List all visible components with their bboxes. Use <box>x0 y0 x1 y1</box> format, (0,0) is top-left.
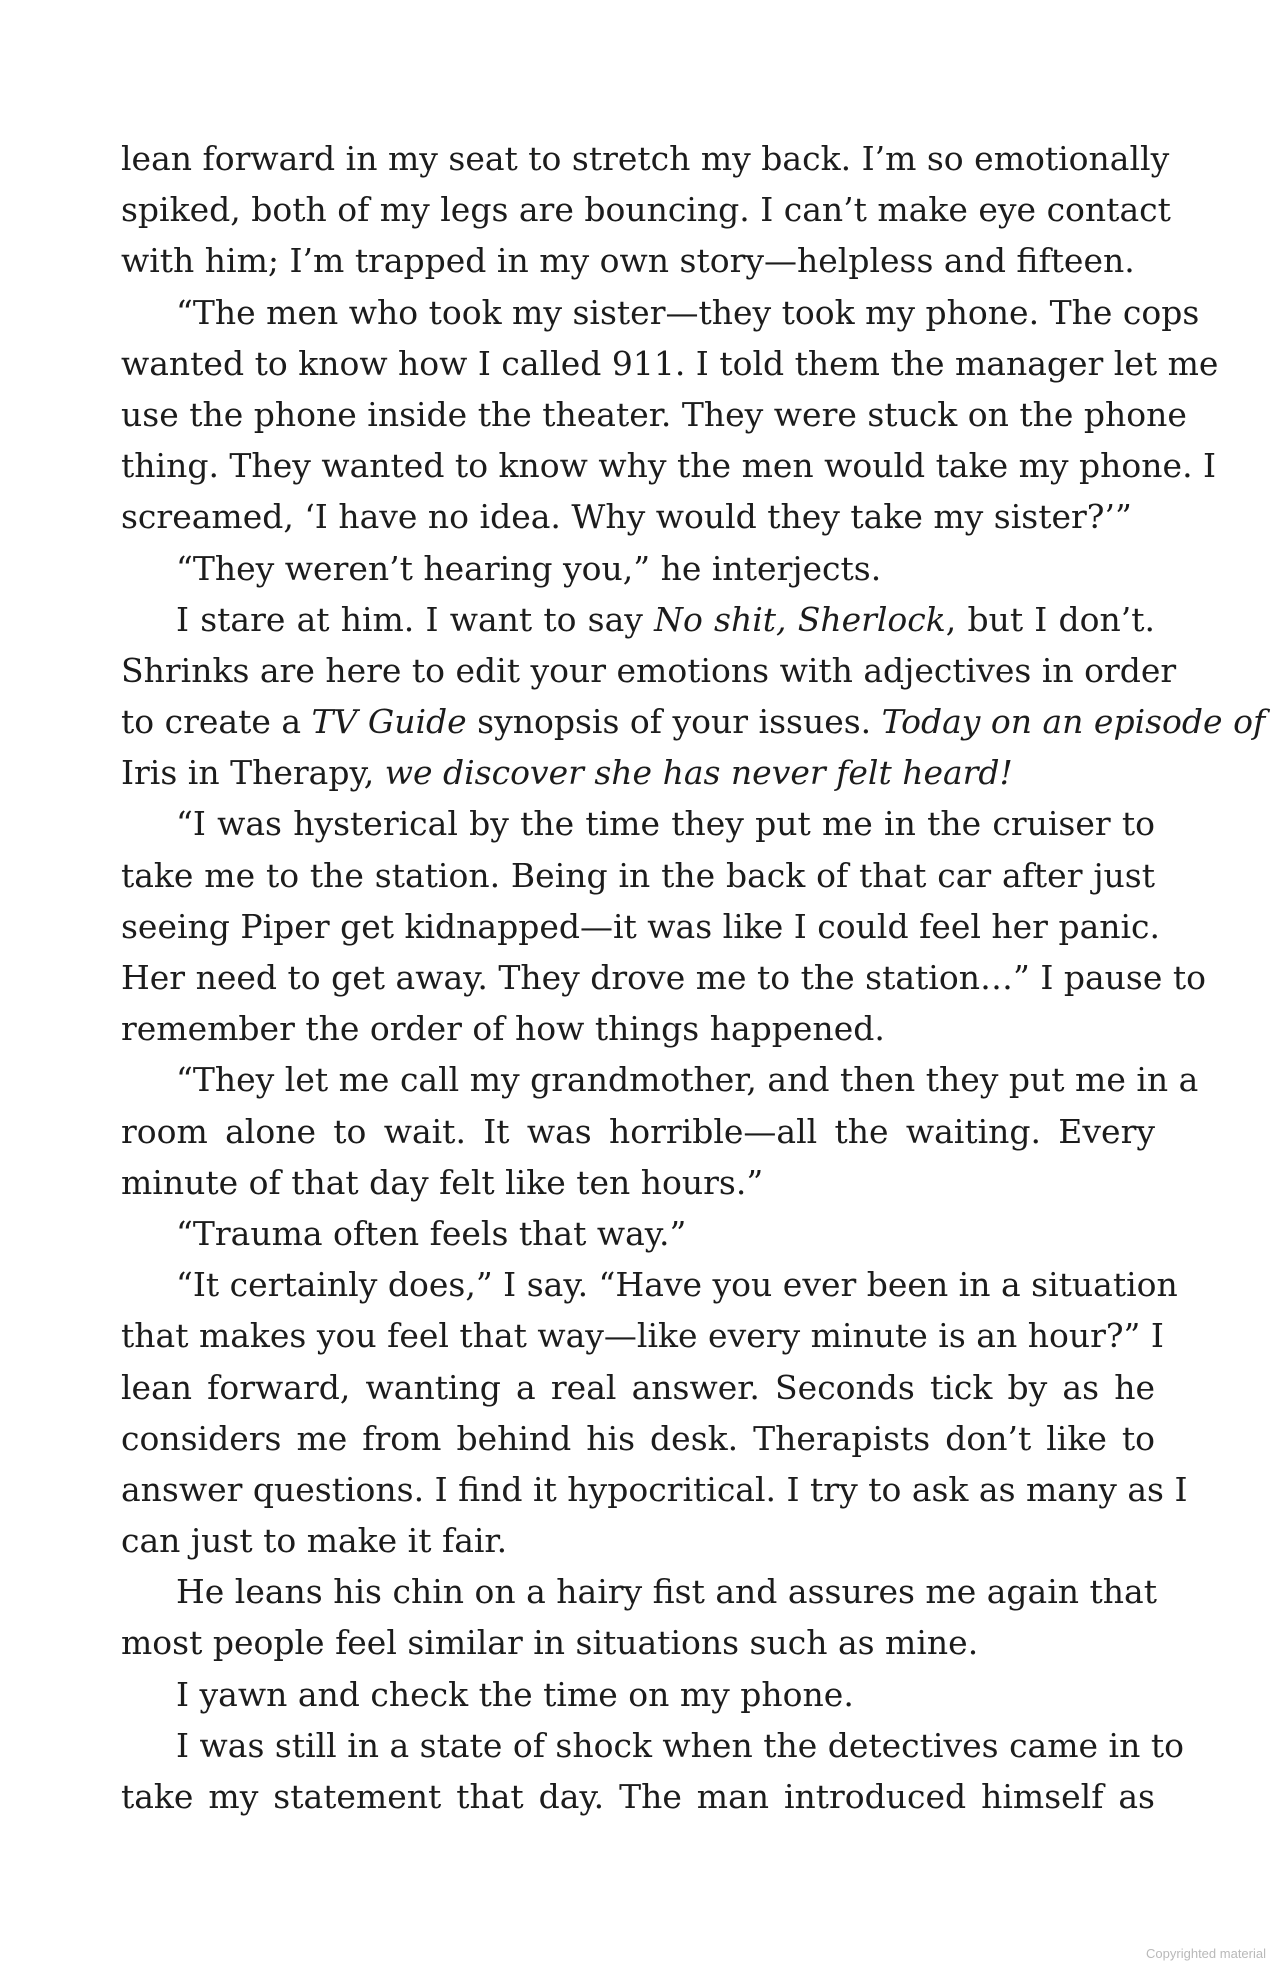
italic-text: Today on an episode of <box>881 702 1266 742</box>
text-line: can just to make it fair. <box>121 1521 508 1561</box>
text-line: “Trauma often feels that way.” <box>176 1213 687 1253</box>
italic-text: we discover she has never felt heard! <box>384 753 1013 793</box>
text-line: I yawn and check the time on my phone. <box>176 1674 854 1714</box>
text-line: answer questions. I find it hypocritical. I try to ask as many as I <box>121 1469 1188 1509</box>
text-line: lean forward, wanting a real answer. Seconds tick by as he <box>121 1367 1155 1407</box>
text-line: wanted to know how I called 911. I told them the manager let me <box>121 343 1219 383</box>
text-line: “They weren’t hearing you,” he interjects. <box>176 548 882 588</box>
text-line: “The men who took my sister—they took my phone. The cops <box>176 292 1200 332</box>
text-line: room alone to wait. It was horrible—all the waiting. Every <box>121 1111 1155 1151</box>
text-line: spiked, both of my legs are bouncing. I can’t make eye contact <box>121 190 1171 230</box>
book-page <box>121 133 1266 1822</box>
text-line: Her need to get away. They drove me to the station…” I pause to <box>121 958 1207 997</box>
text-line: lean forward in my seat to stretch my back. I’m so emotionally <box>121 139 1170 178</box>
text-line: take my statement that day. The man introduced himself as <box>121 1777 1155 1816</box>
text-line: seeing Piper get kidnapped—it was like I could feel her panic. <box>121 906 1161 946</box>
text-line: “They let me call my grandmother, and then they put me in a <box>176 1060 1199 1100</box>
text-line: considers me from behind his desk. Therapists don’t like to <box>121 1418 1155 1458</box>
text-line: I stare at him. I want to say No shit, Sherlock, but I don’t. <box>176 599 1155 639</box>
text-line: screamed, ‘I have no idea. Why would they take my sister?’” <box>121 497 1132 537</box>
text-line: minute of that day felt like ten hours.” <box>121 1162 764 1202</box>
text-line: that makes you feel that way—like every minute is an hour?” I <box>121 1316 1164 1356</box>
text-line: “I was hysterical by the time they put me in the cruiser to <box>176 804 1155 844</box>
text-line: take me to the station. Being in the back of that car after just <box>121 855 1155 895</box>
text-line: remember the order of how things happened. <box>121 1009 885 1049</box>
text-line: use the phone inside the theater. They were stuck on the phone <box>121 394 1187 434</box>
italic-text: TV Guide <box>311 702 467 742</box>
text-line: I was still in a state of shock when the detectives came in to <box>176 1725 1184 1765</box>
text-line: Iris in Therapy, we discover she has never felt heard! <box>121 753 1013 793</box>
text-line: Shrinks are here to edit your emotions with adjectives in order <box>121 650 1177 690</box>
copyright-watermark: Copyrighted material <box>1146 1946 1266 1961</box>
text-line: thing. They wanted to know why the men would take my phone. I <box>121 446 1217 486</box>
italic-text: No shit, Sherlock <box>654 599 946 639</box>
text-line: to create a TV Guide synopsis of your issues. Today on an episode of <box>121 702 1266 742</box>
text-line: with him; I’m trapped in my own story—helpless and fifteen. <box>121 241 1135 281</box>
text-line: most people feel similar in situations such as mine. <box>121 1623 979 1663</box>
text-line: He leans his chin on a hairy fist and assures me again that <box>176 1572 1157 1612</box>
text-line: “It certainly does,” I say. “Have you ever been in a situation <box>176 1265 1178 1305</box>
